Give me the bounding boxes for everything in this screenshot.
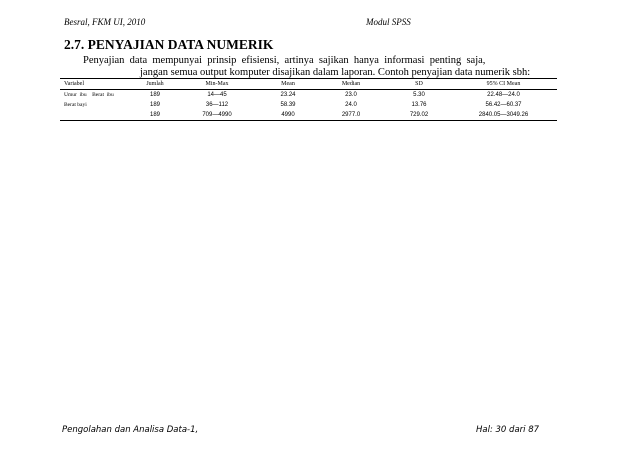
col-header-sd: SD — [388, 79, 450, 90]
table-cell: 2977.0 — [314, 110, 388, 121]
footer-left: Pengolahan dan Analisa Data-1, — [62, 425, 199, 435]
table-row — [60, 100, 557, 110]
col-header-variabel: Variabel — [60, 79, 138, 90]
table-cell — [60, 110, 138, 121]
table-cell: 5.30 — [413, 92, 425, 98]
table-cell: 729.02 — [388, 110, 450, 121]
table-cell: 2840.05—3049.26 — [450, 110, 557, 121]
table-cell: 22.48—24.0 — [487, 92, 520, 98]
table-cell: 56.42—60.37 — [485, 102, 522, 108]
table-cell: 23.0 — [345, 92, 357, 98]
table-cell: 24.0 — [345, 102, 357, 108]
table-cell: 189 — [149, 102, 160, 108]
table-cell: 4990 — [262, 110, 314, 121]
table-cell: Berat bayi — [64, 102, 87, 108]
section-title: 2.7. PENYAJIAN DATA NUMERIK — [64, 37, 274, 52]
col-header-jumlah: Jumlah — [138, 79, 172, 90]
table-cell: 709—4990 — [172, 110, 262, 121]
col-header-ci-mean: 95% CI Mean — [450, 79, 557, 90]
col-header-min-max: Min-Max — [172, 79, 262, 90]
table-cell: Umur ibu Berat ibu — [64, 92, 114, 98]
table-cell: 23.24 — [280, 92, 296, 98]
col-header-mean: Mean — [262, 79, 314, 90]
footer-page-number: Hal: 30 dari 87 — [476, 425, 540, 435]
table-cell: 13.76 — [411, 102, 427, 108]
table-cell: 36—112 — [205, 102, 229, 108]
numeric-data-table — [60, 78, 557, 121]
paragraph-line-2: jangan semua output komputer disajikan dalam laporan. Contoh penyajian data numerik sbh: — [140, 67, 531, 78]
paragraph-line-1: Penyajian data mempunyai prinsip efisiensi, artinya sajikan hanya informasi penting saja, — [83, 55, 486, 66]
table-cell: 58.39 — [280, 102, 296, 108]
col-header-median: Median — [314, 79, 388, 90]
table-cell: 189 — [138, 110, 172, 121]
table-cell: 14—45 — [207, 92, 227, 98]
header-right: Modul SPSS — [366, 17, 411, 27]
table-row — [60, 90, 557, 101]
table-cell: 189 — [149, 92, 160, 98]
table-header-row — [60, 79, 557, 90]
table-row — [60, 110, 557, 121]
header-left: Besral, FKM UI, 2010 — [64, 17, 146, 27]
